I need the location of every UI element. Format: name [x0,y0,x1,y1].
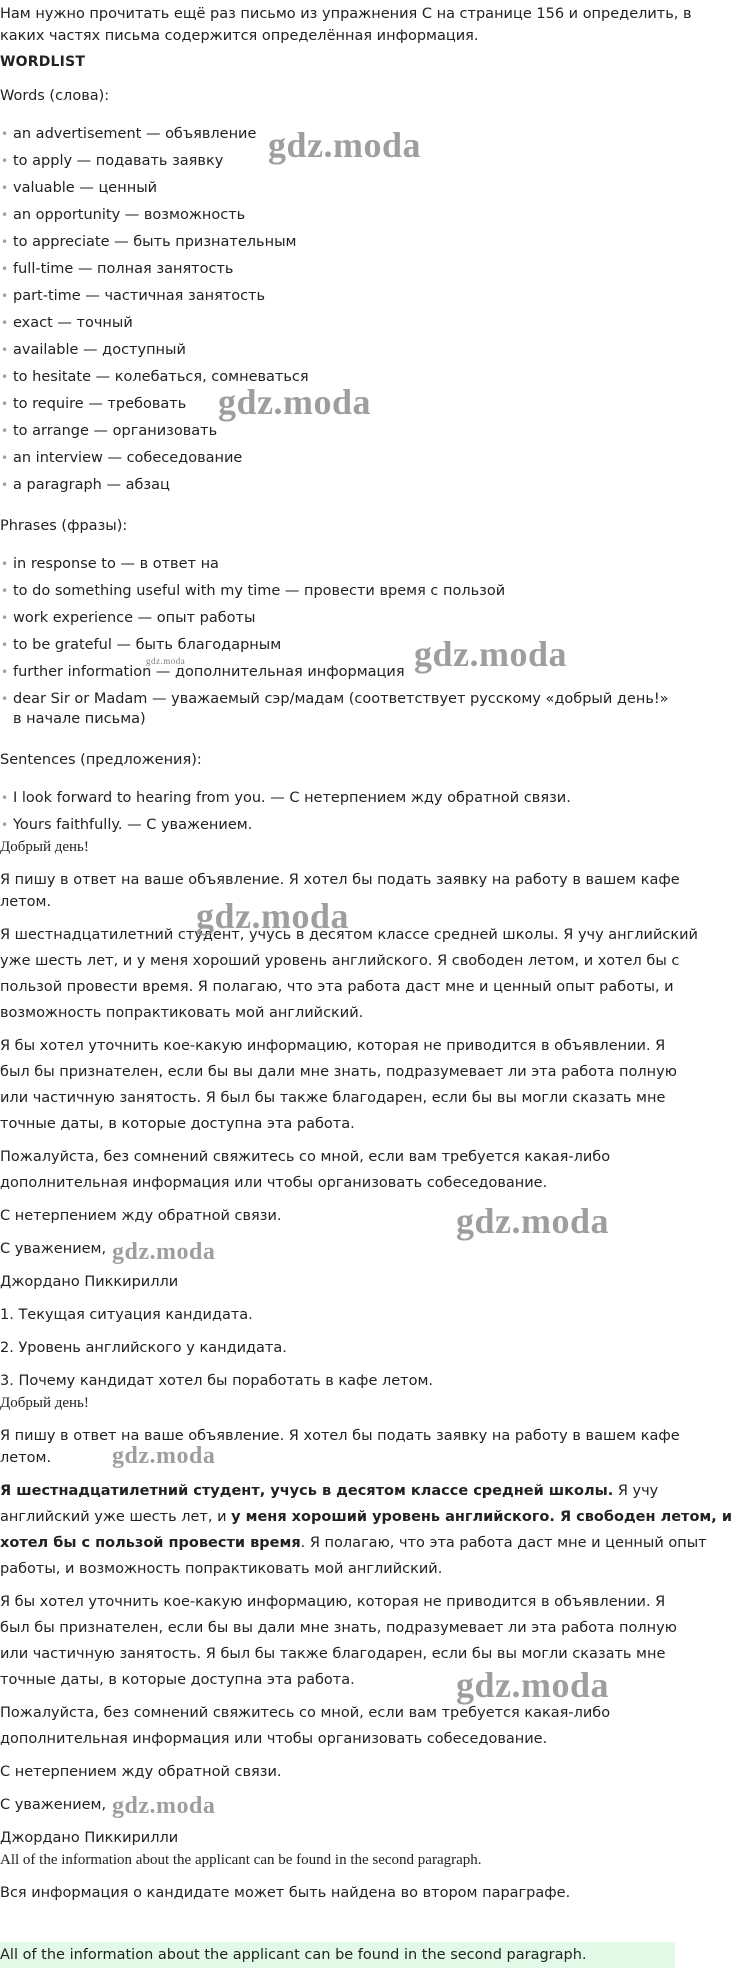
letter2-p2-line: Я шестнадцатилетний студент, учусь в десятом классе средней школы. Я учу [0,1483,659,1499]
letter1-p4-line: Пожалуйста, без сомнений свяжитесь со мной, если вам требуется какая-либо [0,1149,611,1165]
intro-line-2: каких частях письма содержится определённая информация. [0,28,479,44]
watermark: gdz.moda [456,1665,610,1705]
list-item: • to be grateful — быть благодарным [11,635,281,655]
letter1-greeting: Добрый день! [0,839,89,855]
letter2-p2-line: работы, и возможность попрактиковать мой английский. [0,1561,443,1577]
letter1-p2-line: Я шестнадцатилетний студент, учусь в десятом классе средней школы. Я учу английский [0,927,698,943]
watermark: gdz.moda [456,1201,610,1241]
answer-english-highlighted: All of the information about the applicant can be found in the second paragraph. [0,1947,587,1963]
watermark: gdz.moda [196,896,350,936]
list-item: • available — доступный [11,340,186,360]
list-item: • to appreciate — быть признательным [11,232,296,252]
question-item: 3. Почему кандидат хотел бы поработать в кафе летом. [0,1373,434,1389]
letter2-closing: С уважением, [0,1797,107,1813]
list-item: • an opportunity — возможность [11,205,245,225]
list-item: • an advertisement — объявление [11,124,256,144]
wordlist-title: WORDLIST [0,54,86,70]
letter2-p3-line: был бы признателен, если бы вы дали мне знать, подразумевает ли эта работа полную [0,1620,677,1636]
list-item: • part-time — частичная занятость [11,286,265,306]
letter2-p1-line: летом. [0,1450,52,1466]
letter1-p1-line: Я пишу в ответ на ваше объявление. Я хотел бы подать заявку на работу в вашем кафе [0,872,680,888]
intro-line-1: Нам нужно прочитать ещё раз письмо из упражнения C на странице 156 и определить, в [0,6,692,22]
letter2-p2-line: хотел бы с пользой провести время. Я полагаю, что эта работа даст мне и ценный опыт [0,1535,707,1551]
words-heading: Words (слова): [0,88,110,104]
list-item: • in response to — в ответ на [11,554,219,574]
letter1-closing: С уважением, [0,1241,107,1257]
letter2-p3-line: Я бы хотел уточнить кое-какую информацию, которая не приводится в объявлении. Я [0,1594,666,1610]
question-item: 2. Уровень английского у кандидата. [0,1340,287,1356]
list-item: • dear Sir or Madam — уважаемый сэр/мадам (соответствует русскому «добрый день!» [11,689,669,709]
letter2-p2-line: английский уже шесть лет, и у меня хороший уровень английского. Я свободен летом, и [0,1509,732,1525]
letter1-closing: С нетерпением жду обратной связи. [0,1208,282,1224]
watermark: gdz.moda [414,634,568,674]
letter1-p1-line: летом. [0,894,52,910]
letter1-p2-line: пользой провести время. Я полагаю, что эта работа даст мне и ценный опыт работы, и [0,979,674,995]
watermark: gdz.moda [146,656,186,666]
letter2-p4-line: дополнительная информация или чтобы организовать собеседование. [0,1731,548,1747]
letter1-p3-line: был бы признателен, если бы вы дали мне знать, подразумевает ли эта работа полную [0,1064,677,1080]
list-item: • to do something useful with my time — провести время с пользой [11,581,505,601]
letter1-signature: Джордано Пиккирилли [0,1274,179,1290]
list-item: • Yours faithfully. — С уважением. [11,815,252,835]
list-item: • further information — дополнительная информация [11,662,405,682]
letter2-closing: С нетерпением жду обратной связи. [0,1764,282,1780]
letter2-p3-line: или частичную занятость. Я был бы также благодарен, если бы вы могли сказать мне [0,1646,666,1662]
watermark: gdz.moda [112,1793,216,1819]
phrases-heading: Phrases (фразы): [0,518,128,534]
answer-english: All of the information about the applicant can be found in the second paragraph. [0,1852,482,1868]
letter2-p3-line: точные даты, в которые доступна эта работа. [0,1672,355,1688]
question-item: 1. Текущая ситуация кандидата. [0,1307,253,1323]
list-item: • exact — точный [11,313,133,333]
watermark: gdz.moda [112,1443,216,1469]
letter1-p3-line: Я бы хотел уточнить кое-какую информацию, которая не приводится в объявлении. Я [0,1038,666,1054]
letter1-p3-line: точные даты, в которые доступна эта работа. [0,1116,355,1132]
letter1-p2-line: уже шесть лет, и у меня хороший уровень английского. Я свободен летом, и хотел бы с [0,953,680,969]
list-item-continuation: в начале письма) [13,711,146,727]
sentences-heading: Sentences (предложения): [0,752,202,768]
list-item: • an interview — собеседование [11,448,242,468]
letter2-greeting: Добрый день! [0,1395,89,1411]
list-item: • work experience — опыт работы [11,608,255,628]
letter2-p4-line: Пожалуйста, без сомнений свяжитесь со мной, если вам требуется какая-либо [0,1705,611,1721]
list-item: • to arrange — организовать [11,421,217,441]
watermark: gdz.moda [218,382,372,422]
letter1-p2-line: возможность попрактиковать мой английский. [0,1005,364,1021]
letter2-signature: Джордано Пиккирилли [0,1830,179,1846]
list-item: • to require — требовать [11,394,186,414]
watermark: gdz.moda [112,1239,216,1265]
list-item: • a paragraph — абзац [11,475,170,495]
letter1-p4-line: дополнительная информация или чтобы организовать собеседование. [0,1175,548,1191]
list-item: • to hesitate — колебаться, сомневаться [11,367,309,387]
list-item: • I look forward to hearing from you. — С нетерпением жду обратной связи. [11,788,571,808]
list-item: • valuable — ценный [11,178,157,198]
letter1-p3-line: или частичную занятость. Я был бы также благодарен, если бы вы могли сказать мне [0,1090,666,1106]
watermark: gdz.moda [268,125,422,165]
list-item: • to apply — подавать заявку [11,151,223,171]
answer-russian: Вся информация о кандидате может быть найдена во втором параграфе. [0,1885,571,1901]
letter2-p1-line: Я пишу в ответ на ваше объявление. Я хотел бы подать заявку на работу в вашем кафе [0,1428,680,1444]
list-item: • full-time — полная занятость [11,259,233,279]
